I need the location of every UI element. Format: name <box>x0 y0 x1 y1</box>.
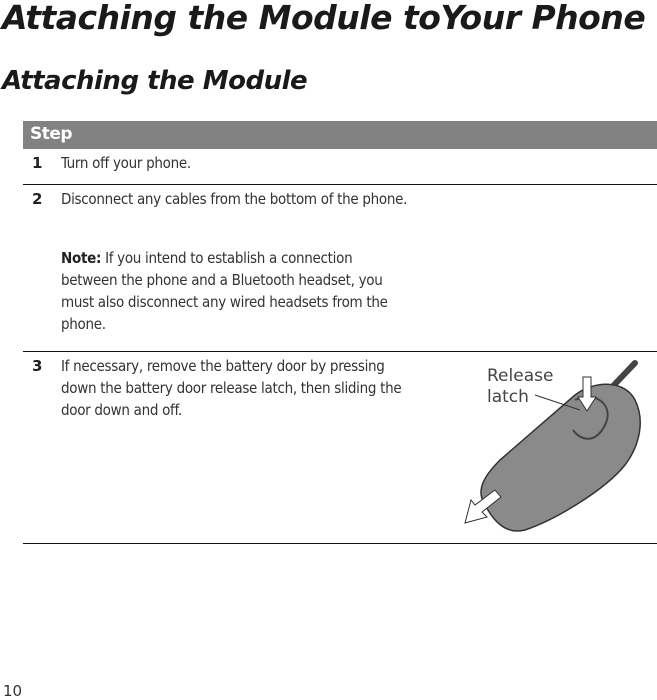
row-divider <box>23 184 657 185</box>
table-header <box>23 121 657 149</box>
note-label: Note: <box>61 249 102 267</box>
page-number: 10 <box>3 682 23 700</box>
step-header: Step <box>30 124 73 144</box>
step-text: Disconnect any cables from the bottom of the phone. <box>61 190 408 208</box>
figure-label: latch <box>487 387 529 407</box>
page-title: Attaching the Module toYour Phone <box>2 0 646 37</box>
step-number: 1 <box>32 154 43 172</box>
note-text: If you intend to establish a connection between the phone and a Bluetooth headset, you must also disconnect any wired headsets from the phone. <box>61 249 388 333</box>
step-note <box>61 247 411 335</box>
step-number: 3 <box>32 357 43 375</box>
step-text: Turn off your phone. <box>61 154 191 172</box>
figure-label: Release <box>487 366 554 386</box>
row-divider <box>23 543 657 544</box>
step-number: 2 <box>32 190 43 208</box>
phone-battery-door-illustration <box>455 355 655 540</box>
section-title: Attaching the Module <box>2 66 308 96</box>
row-divider <box>23 351 657 352</box>
step-text: If necessary, remove the battery door by pressing down the battery door release latch, then sliding the door down and off. <box>61 357 402 419</box>
